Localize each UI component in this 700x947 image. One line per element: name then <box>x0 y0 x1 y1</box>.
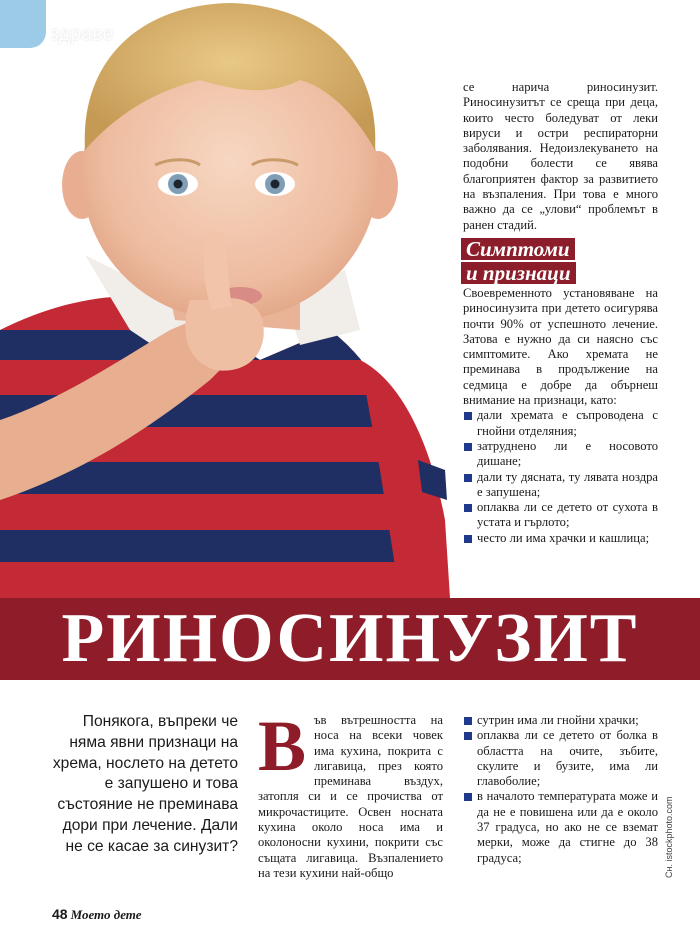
column-bottom <box>463 713 658 866</box>
title-band <box>0 598 700 680</box>
article-title: РИНОСИНУЗИТ <box>61 600 639 677</box>
list-item: оплаква ли се детето от болка в областта на очите, зъбите, скулите и бузите, има ли главоболие; <box>463 728 658 789</box>
list-item: дали хремата е съпроводена с гнойни отделяния; <box>463 408 658 439</box>
subhead <box>461 238 576 285</box>
column-top <box>463 80 658 233</box>
column-mid-text: Своевременното установяване на риносинузита при детето осигурява почти 90% от успешното лечение. Затова е нужно да си наясно със симптомите. Ако хремата не преминава в продължение на седмица е добре да обърнеш внимание на признаци, като: <box>463 286 658 408</box>
list-item: оплаква ли се детето от сухота в устата и гърлото; <box>463 500 658 531</box>
subhead-line-2: и признаци <box>461 262 576 284</box>
page-number: 48 <box>52 906 68 922</box>
symptom-list <box>463 408 658 546</box>
list-item: често ли има храчки и кашлица; <box>463 531 658 546</box>
column-mid <box>463 286 658 546</box>
column-body <box>258 706 443 881</box>
page-footer <box>52 906 142 923</box>
symptom-list-continued <box>463 713 658 866</box>
column-top-text: се нарича риносинузит. Риносинузитът се среща при деца, които често боледуват от леки вируси и остри респираторни заболявания. Недоизлекуването на подобни болести се явява благоприятен фактор за развитието на възпаления. При това е много важно да се „улови“ проблемът в ранен стадий. <box>463 80 658 232</box>
list-item: сутрин има ли гнойни храчки; <box>463 713 658 728</box>
drop-cap: В <box>258 706 307 786</box>
list-item: затруднено ли е носовото дишане; <box>463 439 658 470</box>
magazine-name: Моето дете <box>70 907 142 922</box>
lead-paragraph: Понякога, въпреки че няма явни признаци на хрема, нослето на детето е запушено и това състояние не преминава дори при лечение. Дали не се касае за синузит? <box>52 713 238 855</box>
list-item: в началото температурата може и да не е повишена или да е около 37 градуса, но ако не се вземат мерки, може да стигне до 38 градуса; <box>463 789 658 865</box>
section-label: здраве <box>50 24 114 45</box>
subhead-line-1: Симптоми <box>461 238 575 260</box>
photo-credit: Сн. istockphoto.com <box>664 796 674 878</box>
list-item: дали ту дясната, ту лявата ноздра е запушена; <box>463 470 658 501</box>
section-tab <box>0 0 46 48</box>
column-body-text: ъв вътрешността на носа на всеки човек има кухина, покрита с лигавица, през която преминава въздух, затопля си и се прочиства от микрочастиците. Освен носната кухина около носа има и околоносни кухини, покрити със същата лигавица. Възпалението на тези кухини най-общо <box>258 713 443 880</box>
